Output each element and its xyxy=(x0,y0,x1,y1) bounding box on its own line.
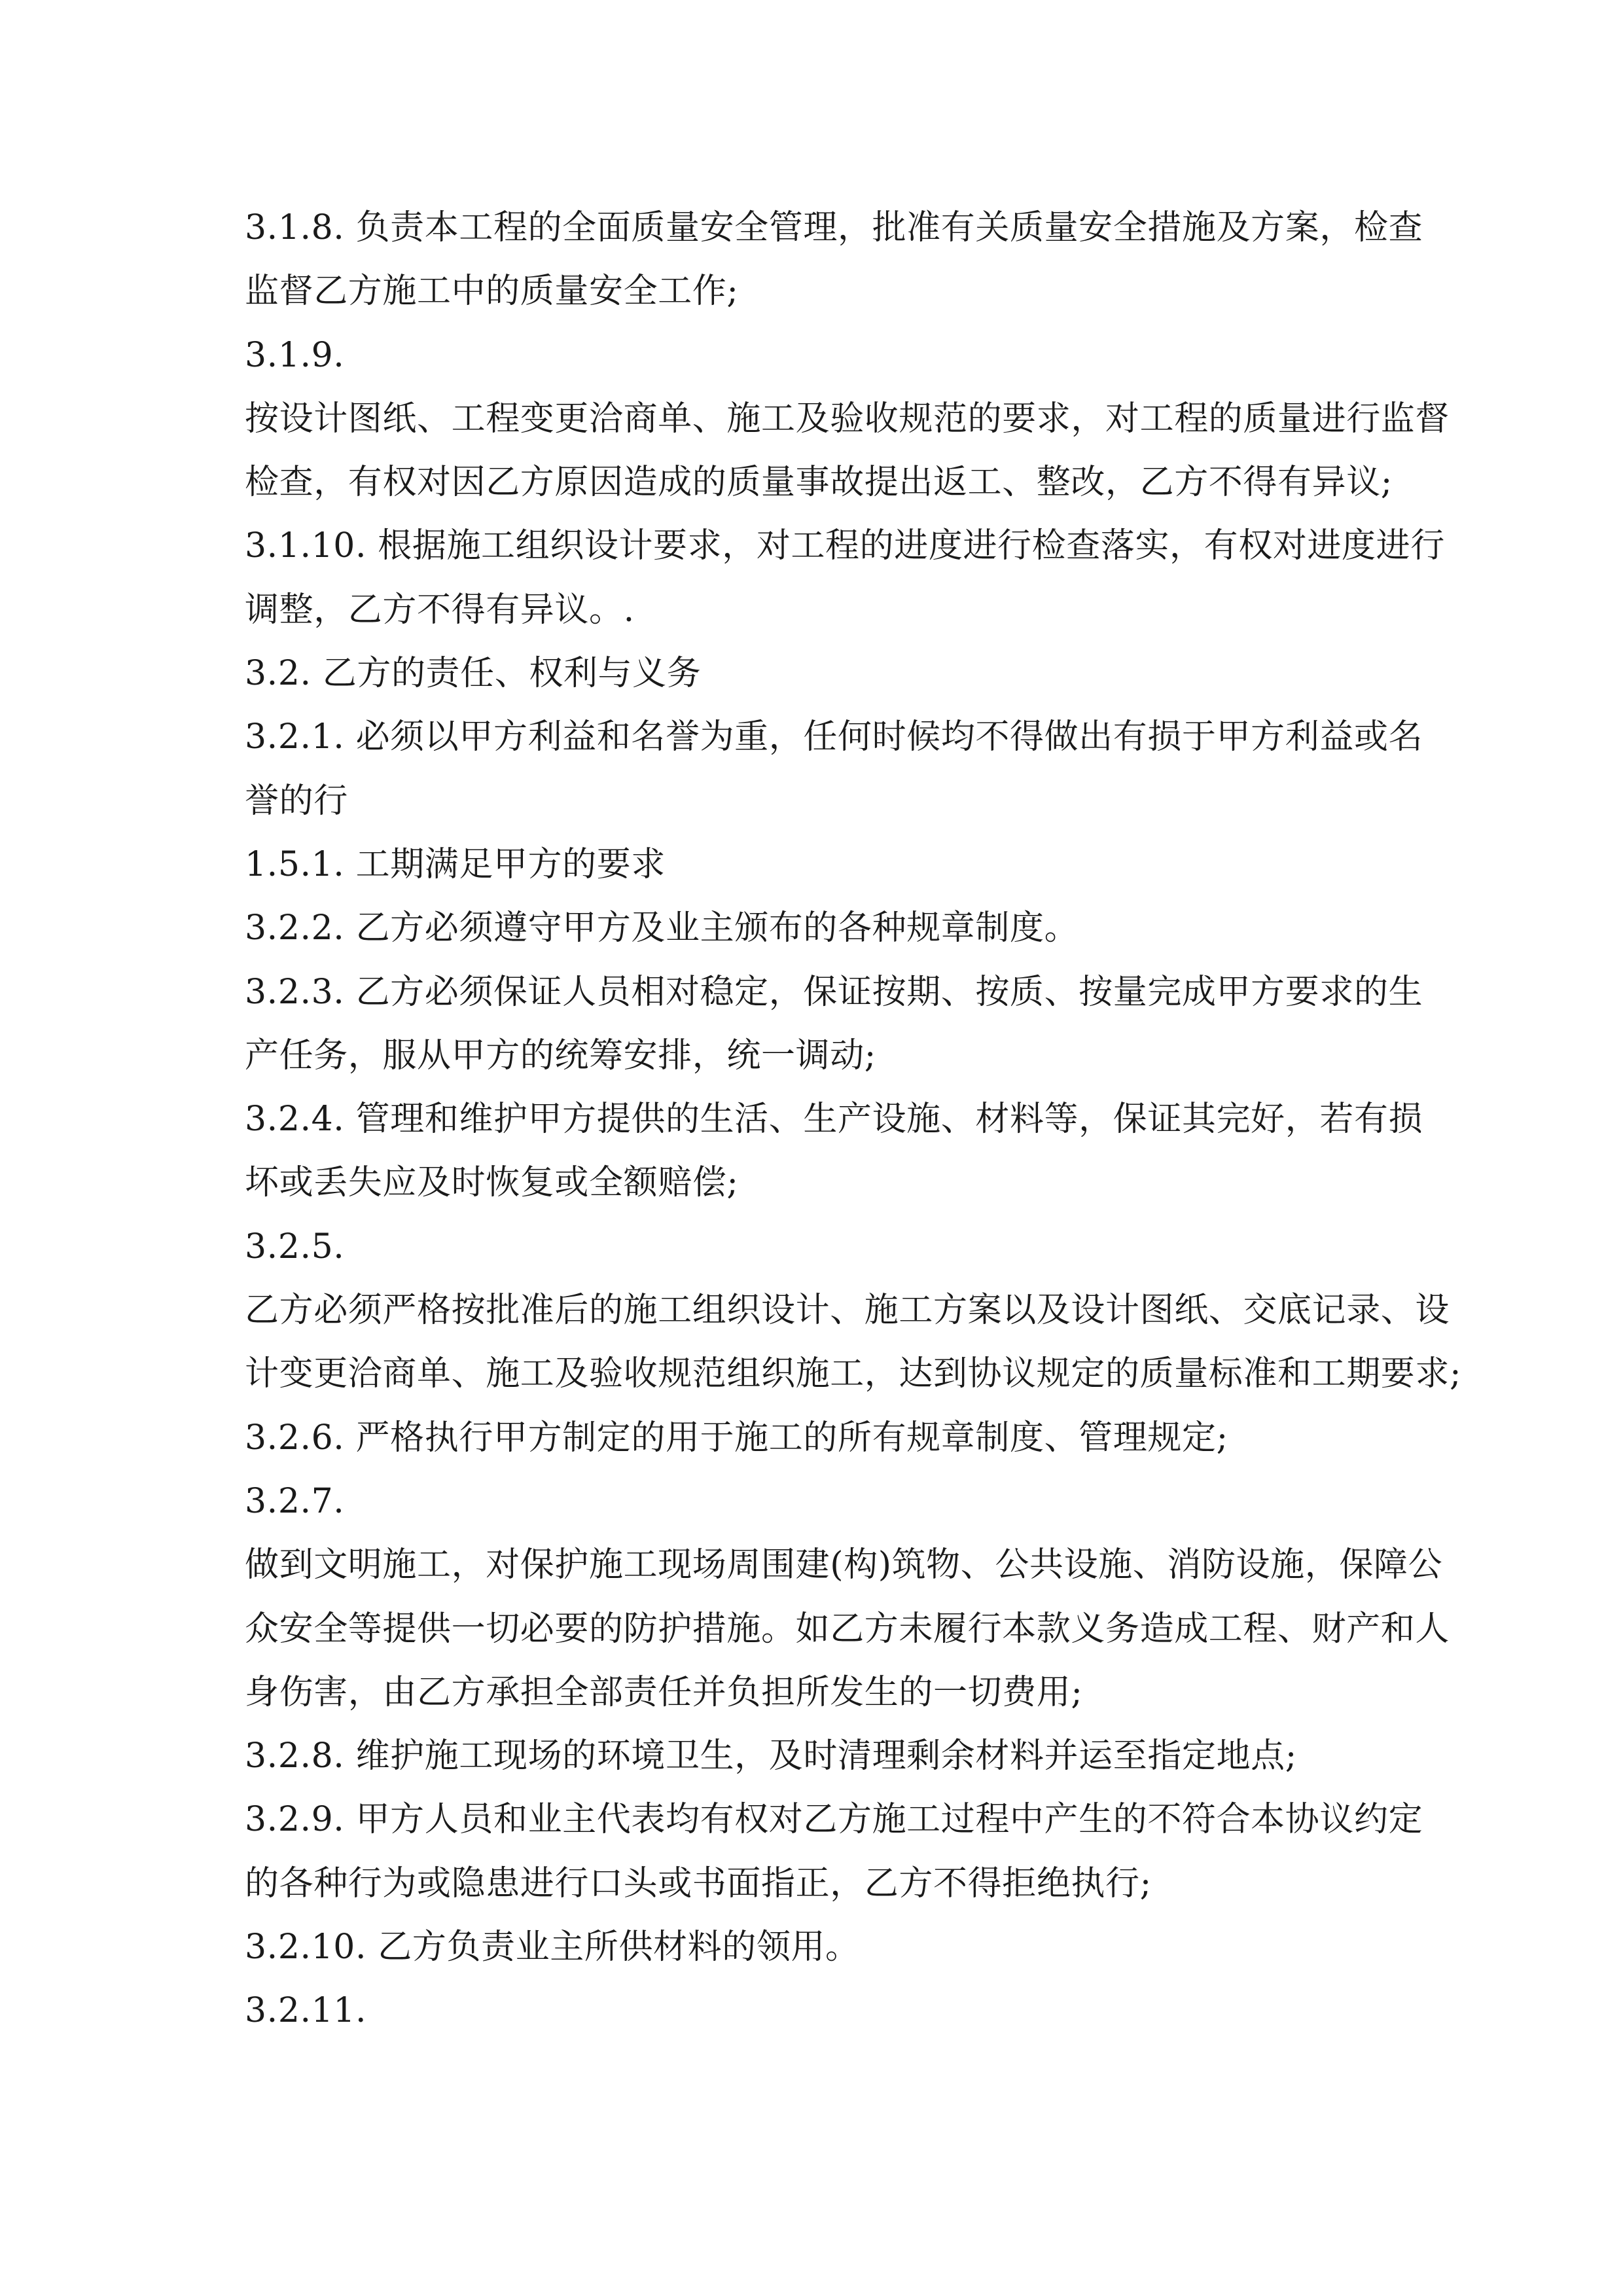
text-line-1-5-1: 1.5.1. 工期满足甲方的要求 xyxy=(245,844,666,884)
text-line-continuation: 的各种行为或隐患进行口头或书面指正，乙方不得拒绝执行; xyxy=(245,1863,1152,1903)
text-line-3-2-8: 3.2.8. 维护施工现场的环境卫生，及时清理剩余材料并运至指定地点; xyxy=(245,1736,1297,1776)
text-line-3-2-4: 3.2.4. 管理和维护甲方提供的生活、生产设施、材料等，保证其完好，若有损 xyxy=(245,1100,1423,1139)
text-line-continuation: 计变更洽商单、施工及验收规范组织施工，达到协议规定的质量标准和工期要求; xyxy=(245,1354,1462,1394)
text-line-3-1-9: 按设计图纸、工程变更洽商单、施工及验收规范的要求，对工程的质量进行监督 xyxy=(245,399,1450,439)
text-line-continuation: 众安全等提供一切必要的防护措施。如乙方未履行本款义务造成工程、财产和人 xyxy=(245,1609,1450,1649)
clause-number-3-2-11: 3.2.11. xyxy=(245,1991,367,2031)
text-line-3-2-3: 3.2.3. 乙方必须保证人员相对稳定，保证按期、按质、按量完成甲方要求的生 xyxy=(245,972,1423,1012)
document-body xyxy=(245,196,1462,2043)
text-line-continuation: 产任务，服从甲方的统筹安排，统一调动; xyxy=(245,1035,876,1075)
text-line-3-2-1: 3.2.1. 必须以甲方利益和名誉为重，任何时候均不得做出有损于甲方利益或名 xyxy=(245,717,1423,757)
text-line-continuation: 检查，有权对因乙方原因造成的质量事故提出返工、整改，乙方不得有异议; xyxy=(245,463,1393,503)
text-line-3-2-7: 做到文明施工，对保护施工现场周围建(构)筑物、公共设施、消防设施，保障公 xyxy=(245,1545,1443,1585)
clause-number-3-1-9: 3.1.9. xyxy=(245,335,345,375)
text-line-3-1-10: 3.1.10. 根据施工组织设计要求，对工程的进度进行检查落实，有权对进度进行 xyxy=(245,526,1445,566)
text-line-3-2-6: 3.2.6. 严格执行甲方制定的用于施工的所有规章制度、管理规定; xyxy=(245,1418,1228,1458)
text-line-3-2-9: 3.2.9. 甲方人员和业主代表均有权对乙方施工过程中产生的不符合本协议约定 xyxy=(245,1800,1423,1840)
text-line-continuation: 坏或丢失应及时恢复或全额赔偿; xyxy=(245,1163,739,1203)
clause-number-3-2-7: 3.2.7. xyxy=(245,1481,345,1521)
text-line-continuation: 身伤害，由乙方承担全部责任并负担所发生的一切费用; xyxy=(245,1672,1083,1712)
text-line-3-2-2: 3.2.2. 乙方必须遵守甲方及业主颁布的各种规章制度。 xyxy=(245,908,1079,948)
text-line-3-2-5: 乙方必须严格按批准后的施工组织设计、施工方案以及设计图纸、交底记录、设 xyxy=(245,1291,1450,1331)
section-heading-3-2: 3.2. 乙方的责任、权利与义务 xyxy=(245,654,702,694)
text-line-continuation: 监督乙方施工中的质量安全工作; xyxy=(245,272,739,312)
text-line-3-1-8: 3.1.8. 负责本工程的全面质量安全管理，批准有关质量安全措施及方案，检查 xyxy=(245,208,1423,247)
clause-number-3-2-5: 3.2.5. xyxy=(245,1227,345,1266)
text-line-continuation: 誉的行 xyxy=(245,781,348,821)
text-line-3-2-10: 3.2.10. 乙方负责业主所供材料的领用。 xyxy=(245,1928,860,1967)
text-line-continuation: 调整，乙方不得有异议。. xyxy=(245,590,635,630)
